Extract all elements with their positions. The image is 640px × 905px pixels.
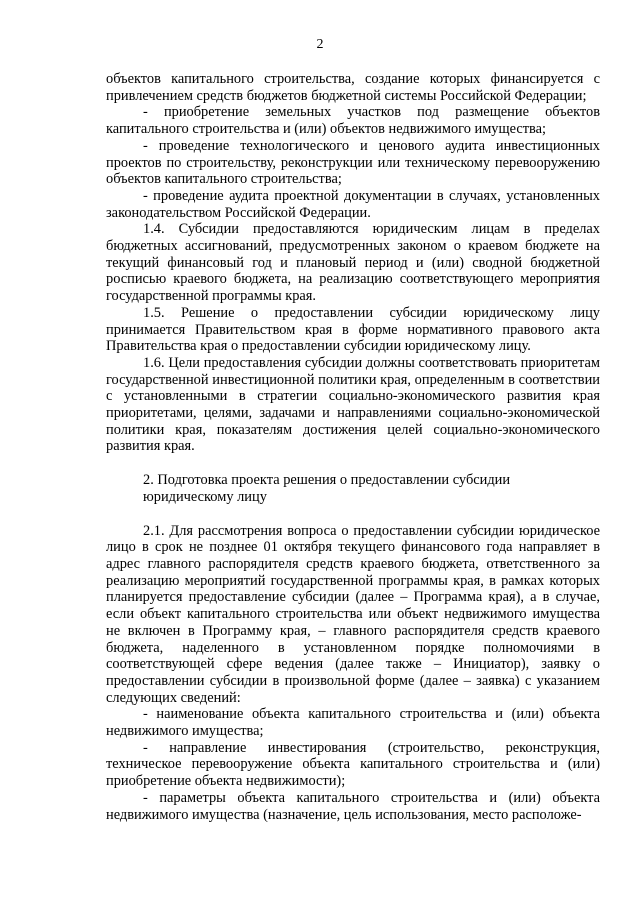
clause-1-6: 1.6. Цели предоставления субсидии должны соответствовать приоритетам государственной инвестиционной политики края, определенным в соответствии с установленными в стратегии социально-экономического развития края приоритетами, целями, задачами и направлениями социально-экономической политики края, показателям достижения целей социально-экономического развития края.	[106, 354, 600, 455]
list-item-object-parameters: - параметры объекта капитального строительства и (или) объекта недвижимого имущества (назначение, цель использования, место расположе-	[106, 789, 600, 823]
section-heading: 2. Подготовка проекта решения о предоставлении субсидии юридическому лицу	[143, 472, 511, 505]
list-item-design-audit: - проведение аудита проектной документации в случаях, установленных законодательством Российской Федерации.	[106, 187, 600, 221]
clause-1-4: 1.4. Субсидии предоставляются юридическим лицам в пределах бюджетных ассигнований, предусмотренных законом о краевом бюджете на текущий финансовый год и плановый период и (или) сводной бюджетной росписью краевого бюджета, на реализацию соответствующего мероприятия государственной программы края.	[106, 221, 600, 305]
clause-1-5: 1.5. Решение о предоставлении субсидии юридическому лицу принимается Правительством края в форме нормативного правового акта Правительства края о предоставлении субсидии юридическому лицу.	[106, 304, 600, 355]
list-item-tech-audit: - проведение технологического и ценового аудита инвестиционных проектов по строительству, реконструкции или техническому перевооружению объектов капитального строительства;	[106, 137, 600, 188]
clause-2-1: 2.1. Для рассмотрения вопроса о предоставлении субсидии юридическое лицо в срок не позднее 01 октября текущего финансового года направляет в адрес главного распорядителя средств краевого бюджета, ответственного за реализацию мероприятий государственной программы края, в рамках которых планируется предоставление субсидии (далее – Программа края), а в случае, если объект капитального строительства или объект недвижимого имущества не включен в Программу края, – главного распорядителя средств краевого бюджета, наделенного в установленном порядке полномочиями в соответствующей сфере ведения (далее также – Инициатор), заявку о предоставлении субсидии в произвольной форме (далее – заявка) с указанием следующих сведений:	[106, 522, 600, 706]
document-body	[106, 71, 600, 823]
paragraph-continuation: объектов капитального строительства, создание которых финансируется с привлечением средств бюджетов бюджетной системы Российской Федерации;	[106, 71, 600, 104]
list-item-land-acquisition: - приобретение земельных участков под размещение объектов капитального строительства и (или) объектов недвижимого имущества;	[106, 104, 600, 138]
page-number: 2	[316, 37, 324, 52]
list-item-investment-direction: - направление инвестирования (строительство, реконструкция, техническое перевооружение объекта капитального строительства и (или) приобретение объекта недвижимости);	[106, 739, 600, 790]
list-item-object-name: - наименование объекта капитального строительства и (или) объекта недвижимого имущества;	[106, 706, 600, 740]
